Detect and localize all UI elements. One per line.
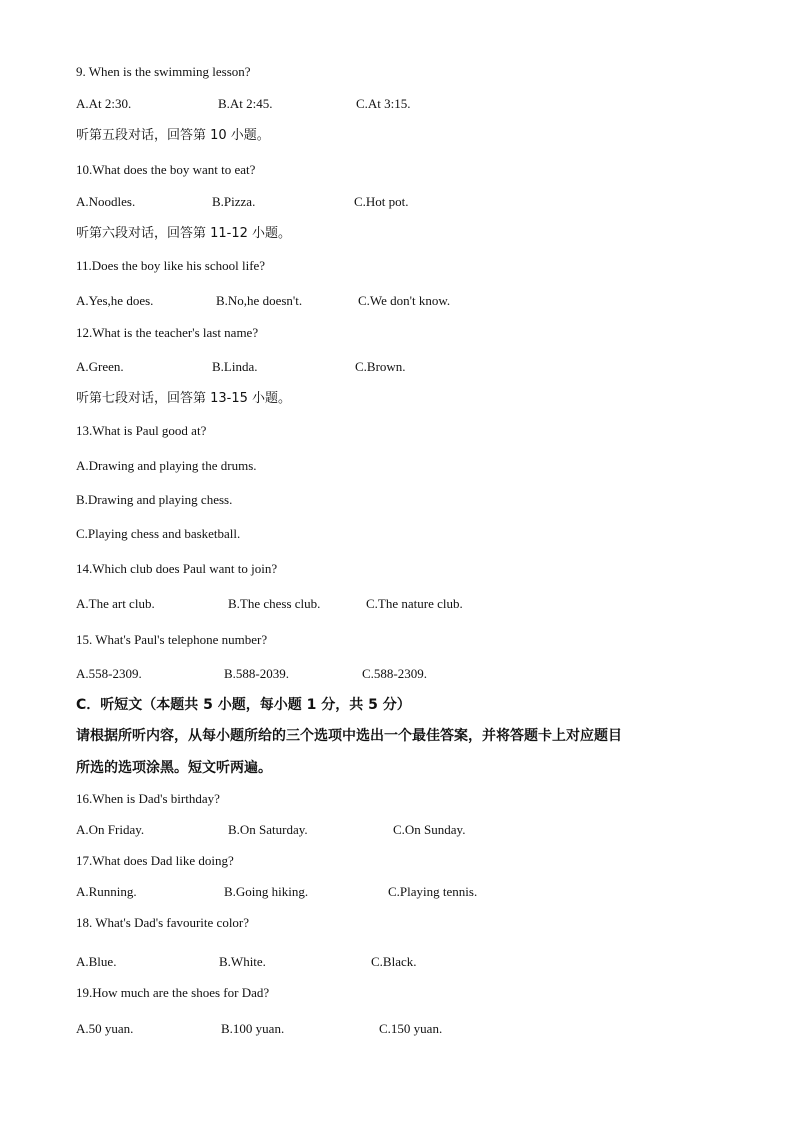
q18-option-c: C.Black. (371, 954, 417, 969)
q14-option-a: A.The art club. (76, 596, 155, 611)
q19-option-b: B.100 yuan. (221, 1021, 285, 1036)
q15-option-b: B.588-2039. (224, 666, 289, 681)
q16-option-a: A.On Friday. (76, 822, 145, 837)
q9-option-c: C.At 3:15. (356, 96, 411, 111)
q13-option-a: A.Drawing and playing the drums. (76, 458, 257, 473)
q13-option-c: C.Playing chess and basketball. (76, 526, 241, 541)
q10-option-c: C.Hot pot. (354, 194, 409, 209)
q19-option-a: A.50 yuan. (76, 1021, 134, 1036)
question-17: 17.What does Dad like doing? (76, 853, 234, 868)
q17-option-c: C.Playing tennis. (388, 884, 478, 899)
q10-option-a: A.Noodles. (76, 194, 136, 209)
q11-option-b: B.No,he doesn't. (216, 293, 303, 308)
q15-option-c: C.588-2309. (362, 666, 427, 681)
section-c-title: C．听短文（本题共 5 小题，每小题 1 分，共 5 分） (76, 697, 411, 713)
q9-option-a: A.At 2:30. (76, 96, 132, 111)
dialog-6-instruction: 听第六段对话，回答第 11-12 小题。 (76, 226, 292, 241)
q11-option-a: A.Yes,he does. (76, 293, 154, 308)
question-16: 16.When is Dad's birthday? (76, 791, 220, 806)
q16-option-c: C.On Sunday. (393, 822, 466, 837)
dialog-5-instruction: 听第五段对话，回答第 10 小题。 (76, 128, 270, 143)
q12-option-a: A.Green. (76, 359, 124, 374)
q10-option-b: B.Pizza. (212, 194, 256, 209)
question-11: 11.Does the boy like his school life? (76, 258, 266, 273)
question-9: 9. When is the swimming lesson? (76, 64, 251, 79)
q9-option-b: B.At 2:45. (218, 96, 273, 111)
q15-option-a: A.558-2309. (76, 666, 142, 681)
q12-option-c: C.Brown. (355, 359, 406, 374)
question-13: 13.What is Paul good at? (76, 423, 207, 438)
q17-option-a: A.Running. (76, 884, 137, 899)
question-14: 14.Which club does Paul want to join? (76, 561, 278, 576)
q18-option-a: A.Blue. (76, 954, 117, 969)
section-c-instruction-line2: 所选的选项涂黑。短文听两遍。 (76, 760, 272, 776)
q14-option-b: B.The chess club. (228, 596, 321, 611)
question-15: 15. What's Paul's telephone number? (76, 632, 268, 647)
q18-option-b: B.White. (219, 954, 266, 969)
question-10: 10.What does the boy want to eat? (76, 162, 256, 177)
q17-option-b: B.Going hiking. (224, 884, 309, 899)
q12-option-b: B.Linda. (212, 359, 258, 374)
dialog-7-instruction: 听第七段对话，回答第 13-15 小题。 (76, 391, 292, 406)
q16-option-b: B.On Saturday. (228, 822, 308, 837)
q11-option-c: C.We don't know. (358, 293, 451, 308)
question-12: 12.What is the teacher's last name? (76, 325, 259, 340)
q14-option-c: C.The nature club. (366, 596, 463, 611)
q19-option-c: C.150 yuan. (379, 1021, 443, 1036)
question-18: 18. What's Dad's favourite color? (76, 915, 250, 930)
section-c-instruction-line1: 请根据所听内容，从每小题所给的三个选项中选出一个最佳答案，并将答题卡上对应题目 (76, 728, 622, 744)
q13-option-b: B.Drawing and playing chess. (76, 492, 233, 507)
question-19: 19.How much are the shoes for Dad? (76, 985, 270, 1000)
